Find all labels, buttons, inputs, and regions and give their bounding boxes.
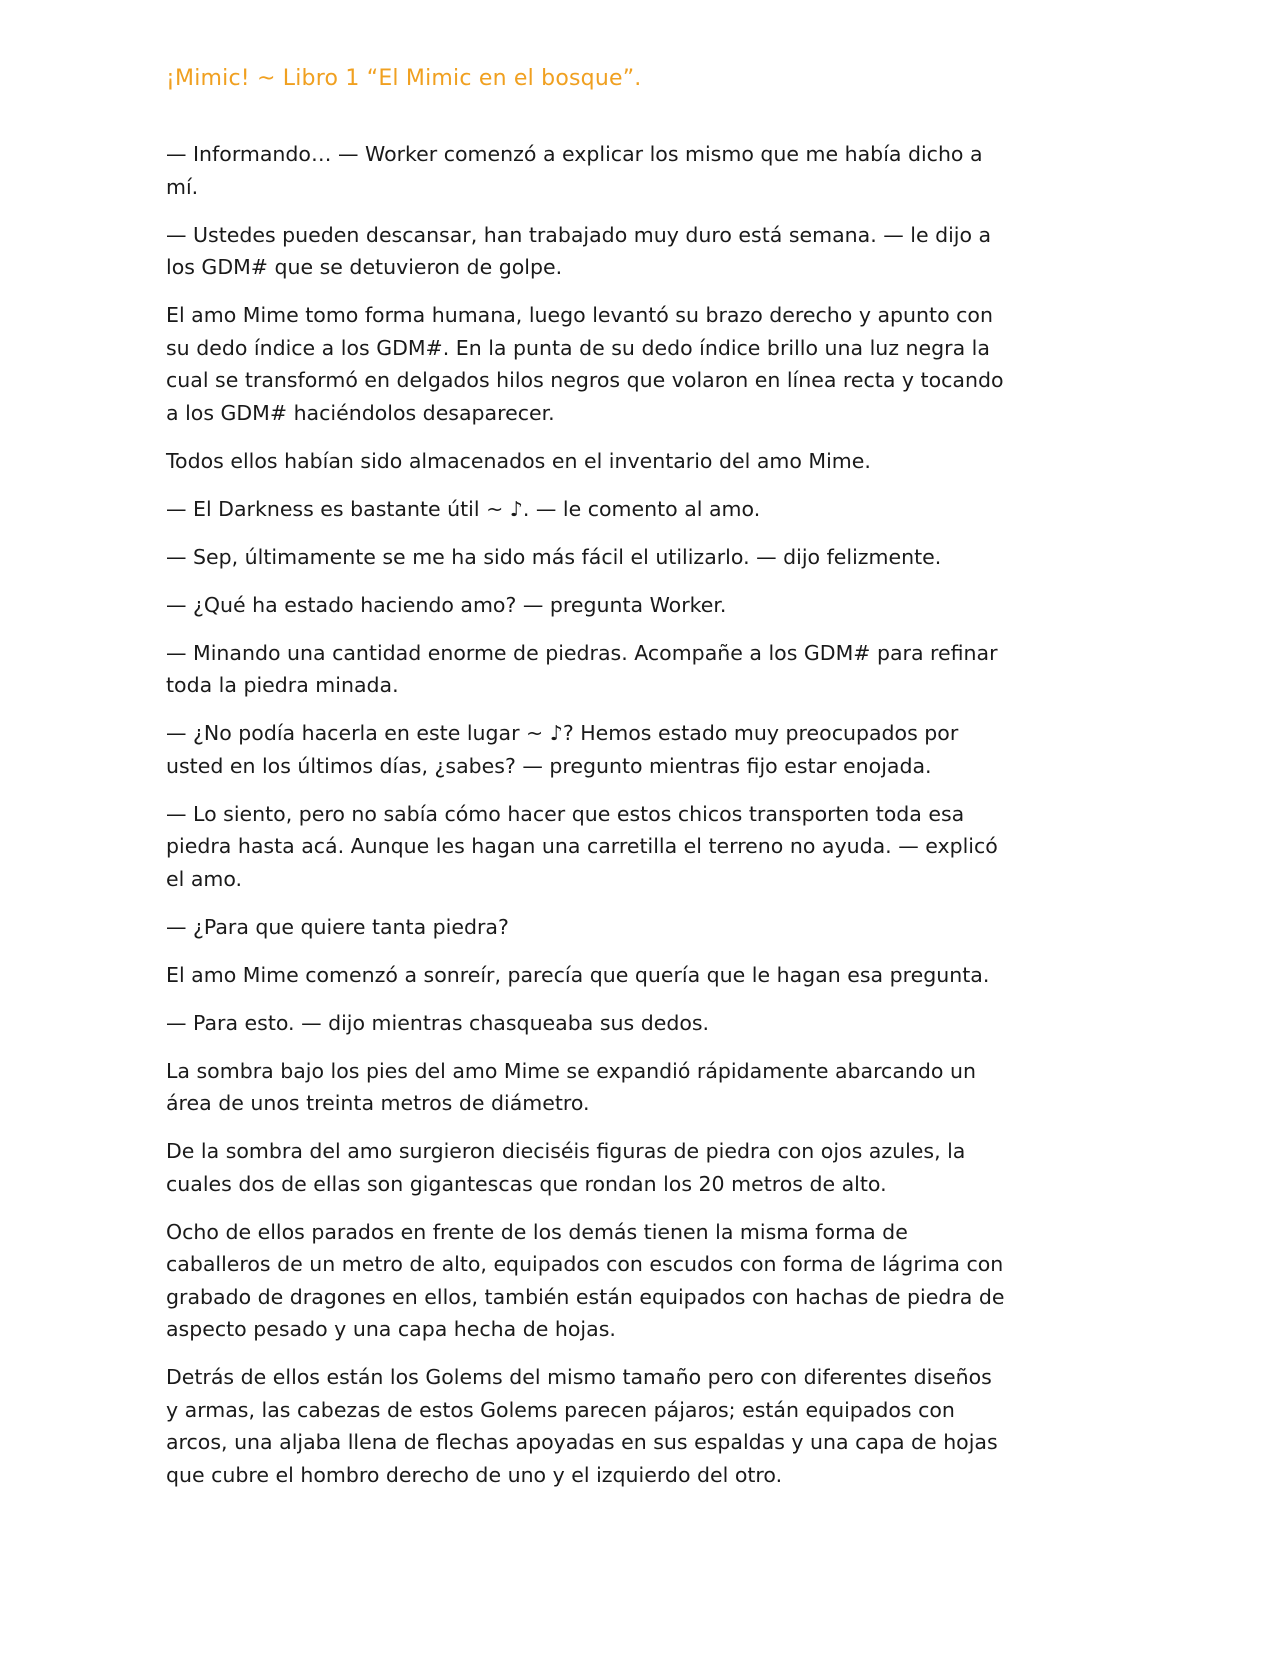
story-body xyxy=(166,138,1006,1507)
paragraph: — Sep, últimamente se me ha sido más fácil el utilizarlo. — dijo felizmente. xyxy=(166,544,942,569)
paragraph: De la sombra del amo surgieron dieciséis figuras de piedra con ojos azules, la cuales dos de ellas son gigantescas que rondan los 20 metros de alto. xyxy=(166,1139,966,1196)
paragraph: — El Darkness es bastante útil ~ ♪. — le comento al amo. xyxy=(166,496,761,521)
paragraph: — Lo siento, pero no sabía cómo hacer que estos chicos transporten toda esa piedra hasta acá. Aunque les hagan una carretilla el terreno no ayuda. — explicó el amo. xyxy=(166,801,998,891)
paragraph: — ¿Para que quiere tanta piedra? xyxy=(166,914,509,939)
paragraph: El amo Mime tomo forma humana, luego levantó su brazo derecho y apunto con su dedo índice a los GDM#. En la punta de su dedo índice brillo una luz negra la cual se transformó en delgados hilos negros que volaron en línea recta y tocando a los GDM# haciéndolos desaparecer. xyxy=(166,303,1004,425)
page-header: ¡Mimic! ~ Libro 1 “El Mimic en el bosque”. xyxy=(166,66,642,91)
paragraph: El amo Mime comenzó a sonreír, parecía que quería que le hagan esa pregunta. xyxy=(166,962,990,987)
paragraph: Detrás de ellos están los Golems del mismo tamaño pero con diferentes diseños y armas, las cabezas de estos Golems parecen pájaros; están equipados con arcos, una aljaba llena de flechas apoyadas en sus espaldas y una capa de hojas que cubre el hombro derecho de uno y el izquierdo del otro. xyxy=(166,1365,998,1487)
paragraph: Todos ellos habían sido almacenados en el inventario del amo Mime. xyxy=(166,448,871,473)
paragraph: — ¿Qué ha estado haciendo amo? — pregunta Worker. xyxy=(166,592,727,617)
paragraph: — Para esto. — dijo mientras chasqueaba sus dedos. xyxy=(166,1010,710,1035)
paragraph: — Minando una cantidad enorme de piedras. Acompañe a los GDM# para refinar toda la piedra minada. xyxy=(166,640,998,697)
paragraph: — ¿No podía hacerla en este lugar ~ ♪? Hemos estado muy preocupados por usted en los últimos días, ¿sabes? — pregunto mientras fijo estar enojada. xyxy=(166,721,959,778)
paragraph: — Informando… — Worker comenzó a explicar los mismo que me había dicho a mí. xyxy=(166,142,983,199)
paragraph: Ocho de ellos parados en frente de los demás tienen la misma forma de caballeros de un metro de alto, equipados con escudos con forma de lágrima con grabado de dragones en ellos, también están equipados con hachas de piedra de aspecto pesado y una capa hecha de hojas. xyxy=(166,1219,1005,1341)
paragraph: — Ustedes pueden descansar, han trabajado muy duro está semana. — le dijo a los GDM# que se detuvieron de golpe. xyxy=(166,222,992,279)
paragraph: La sombra bajo los pies del amo Mime se expandió rápidamente abarcando un área de unos treinta metros de diámetro. xyxy=(166,1058,976,1115)
